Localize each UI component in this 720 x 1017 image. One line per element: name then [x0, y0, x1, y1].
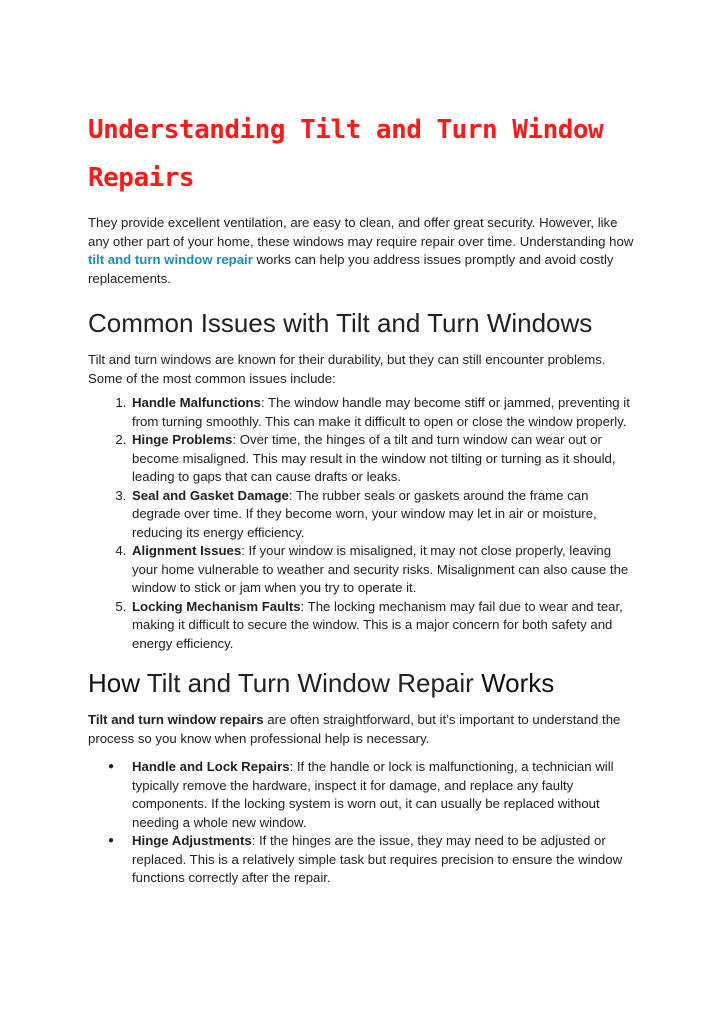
document-content: [88, 106, 640, 888]
section2-intro-text: are often straightforward, but it’s important to understand the process so you know when professional help is necessary.: [88, 712, 621, 746]
list-item: [130, 394, 640, 431]
list-item: [108, 832, 640, 888]
list-item: [130, 598, 640, 654]
list-item-text: : If the handle or lock is malfunctioning, a technician will typically remove the hardware, inspect it for damage, and replace any faulty components. If the locking system is worn out, it can usually be replaced without needing a whole new window.: [132, 759, 614, 830]
list-item-term: Handle Malfunctions: [132, 395, 261, 410]
list-item: [108, 758, 640, 832]
section2-intro-bold: Tilt and turn window repairs: [88, 712, 264, 727]
section-heading-repair-works: [88, 667, 640, 699]
list-item-term: Hinge Problems: [132, 432, 233, 447]
section2-intro: [88, 711, 640, 748]
heading-part-works: Works: [481, 668, 555, 698]
list-item: [130, 487, 640, 543]
title-line-1: Understanding Tilt and Turn Window: [88, 115, 604, 145]
list-item-term: Alignment Issues: [132, 543, 242, 558]
intro-paragraph: [88, 214, 640, 288]
list-item-term: Locking Mechanism Faults: [132, 598, 301, 614]
list-item: [130, 431, 640, 487]
intro-text-1: They provide excellent ventilation, are easy to clean, and offer great security. However, like any other part of your home, these windows may require repair over time. Understanding how: [88, 215, 634, 249]
issues-list: [88, 394, 640, 653]
list-item-term: Seal and Gasket Damage: [132, 487, 289, 503]
title-line-2: Repairs: [88, 163, 195, 193]
list-item: [130, 542, 640, 598]
list-item-text: : The locking mechanism may fail due to wear and tear, making it difficult to secure the window. This is a major concern for both safety and energy efficiency.: [132, 598, 623, 651]
heading-part-middle: Tilt and Turn Window Repair: [140, 668, 482, 698]
section1-intro: Tilt and turn windows are known for their durability, but they can still encounter problems. Some of the most common issues include:: [88, 352, 606, 386]
repair-list: [88, 758, 640, 888]
repair-link[interactable]: tilt and turn window repair: [88, 252, 253, 267]
list-item-term: Hinge Adjustments: [132, 833, 252, 848]
list-item-term: Handle and Lock Repairs: [132, 759, 290, 774]
intro-text-2: works can help you address issues promptly and avoid costly replacements.: [88, 252, 614, 286]
page-title: [88, 106, 640, 202]
bullet-icon: ●: [108, 761, 115, 772]
list-item-text: : If the hinges are the issue, they may need to be adjusted or replaced. This is a relatively simple task but requires precision to ensure the window functions correctly after the repair.: [132, 833, 623, 885]
section-heading-common-issues: Common Issues with Tilt and Turn Windows: [88, 308, 593, 338]
heading-part-how: How: [88, 668, 141, 698]
list-item-text: : If your window is misaligned, it may not close properly, leaving your home vulnerable to weather and security risks. Misalignment can also cause the window to stick or jam when you try to operate it.: [132, 543, 629, 595]
list-item-text: : The window handle may become stiff or jammed, preventing it from turning smoothly. This can make it difficult to open or close the window properly.: [132, 395, 630, 429]
bullet-icon: ●: [108, 835, 115, 846]
list-item-text: : The rubber seals or gaskets around the frame can degrade over time. If they become worn, your window may let in air or moisture, reducing its energy efficiency.: [132, 487, 597, 540]
list-item-text: : Over time, the hinges of a tilt and turn window can wear out or become misaligned. This may result in the window not tilting or turning as it should, leading to gaps that can cause drafts or leaks.: [132, 432, 616, 484]
